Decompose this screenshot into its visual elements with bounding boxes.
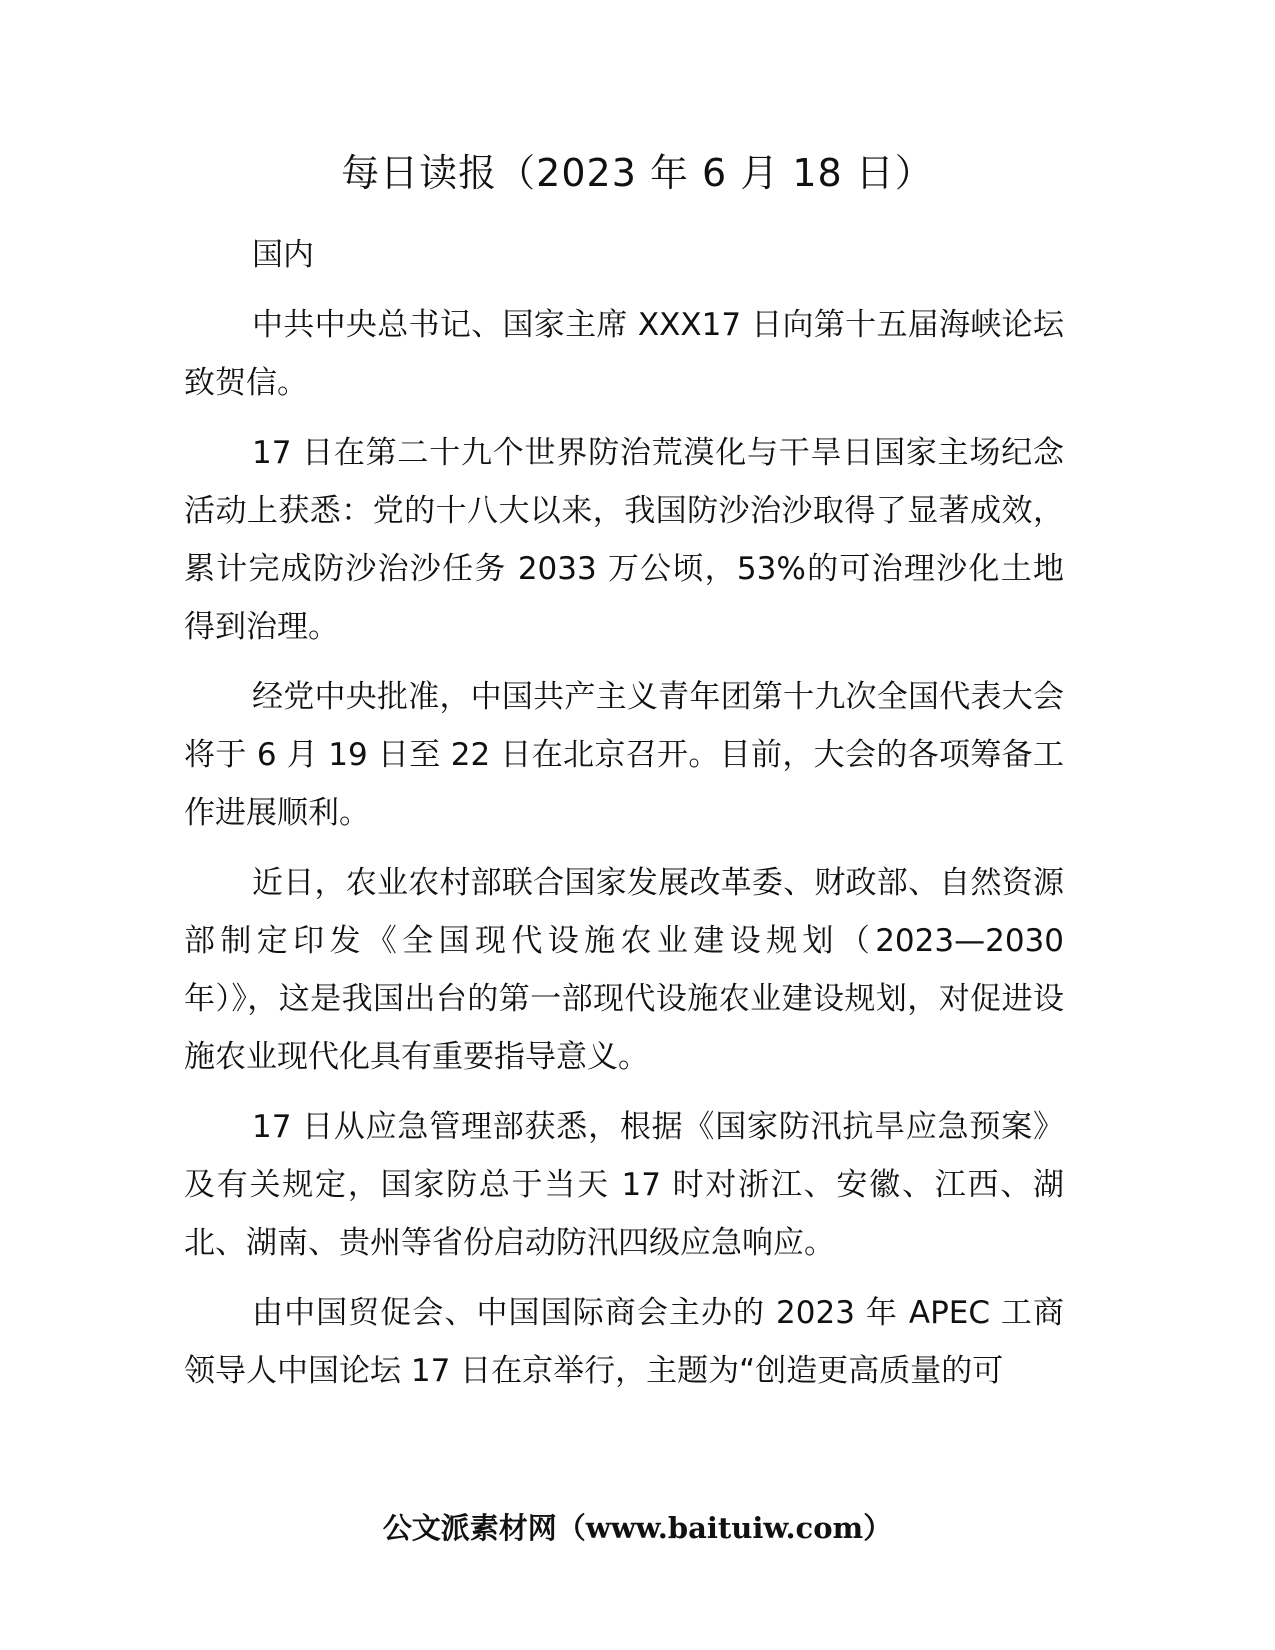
section-label: 国内 bbox=[252, 237, 314, 273]
paragraph-youth-congress: 经党中央批准，中国共产主义青年团第十九次全国代表大会将于 6 月 19 日至 22 日在北京召开。目前，大会的各项筹备工作进展顺利。 bbox=[184, 679, 1064, 831]
document-title: 每日读报（2023 年 6 月 18 日） bbox=[341, 151, 934, 195]
paragraph-apec-forum: 由中国贸促会、中国国际商会主办的 2023 年 APEC 工商领导人中国论坛 17 日在京举行，主题为“创造更高质量的可 bbox=[184, 1295, 1064, 1389]
paragraph-forum-letter: 中共中央总书记、国家主席 XXX17 日向第十五届海峡论坛致贺信。 bbox=[184, 307, 1064, 401]
document-body bbox=[184, 226, 1064, 1400]
paragraph-desertification: 17 日在第二十九个世界防治荒漠化与干旱日国家主场纪念活动上获悉：党的十八大以来，我国防沙治沙取得了显著成效，累计完成防沙治沙任务 2033 万公顷，53%的可治理沙化土地得到治理。 bbox=[184, 435, 1064, 645]
paragraph-flood-response: 17 日从应急管理部获悉，根据《国家防汛抗旱应急预案》及有关规定，国家防总于当天 17 时对浙江、安徽、江西、湖北、湖南、贵州等省份启动防汛四级应急响应。 bbox=[184, 1109, 1064, 1261]
paragraph-agriculture-plan: 近日，农业农村部联合国家发展改革委、财政部、自然资源部制定印发《全国现代设施农业建设规划（2023—2030 年）》，这是我国出台的第一部现代设施农业建设规划，对促进设施农业现代化具有重要指导意义。 bbox=[184, 865, 1064, 1075]
page-footer-source: 公文派素材网（www.baituiw.com） bbox=[382, 1511, 893, 1545]
